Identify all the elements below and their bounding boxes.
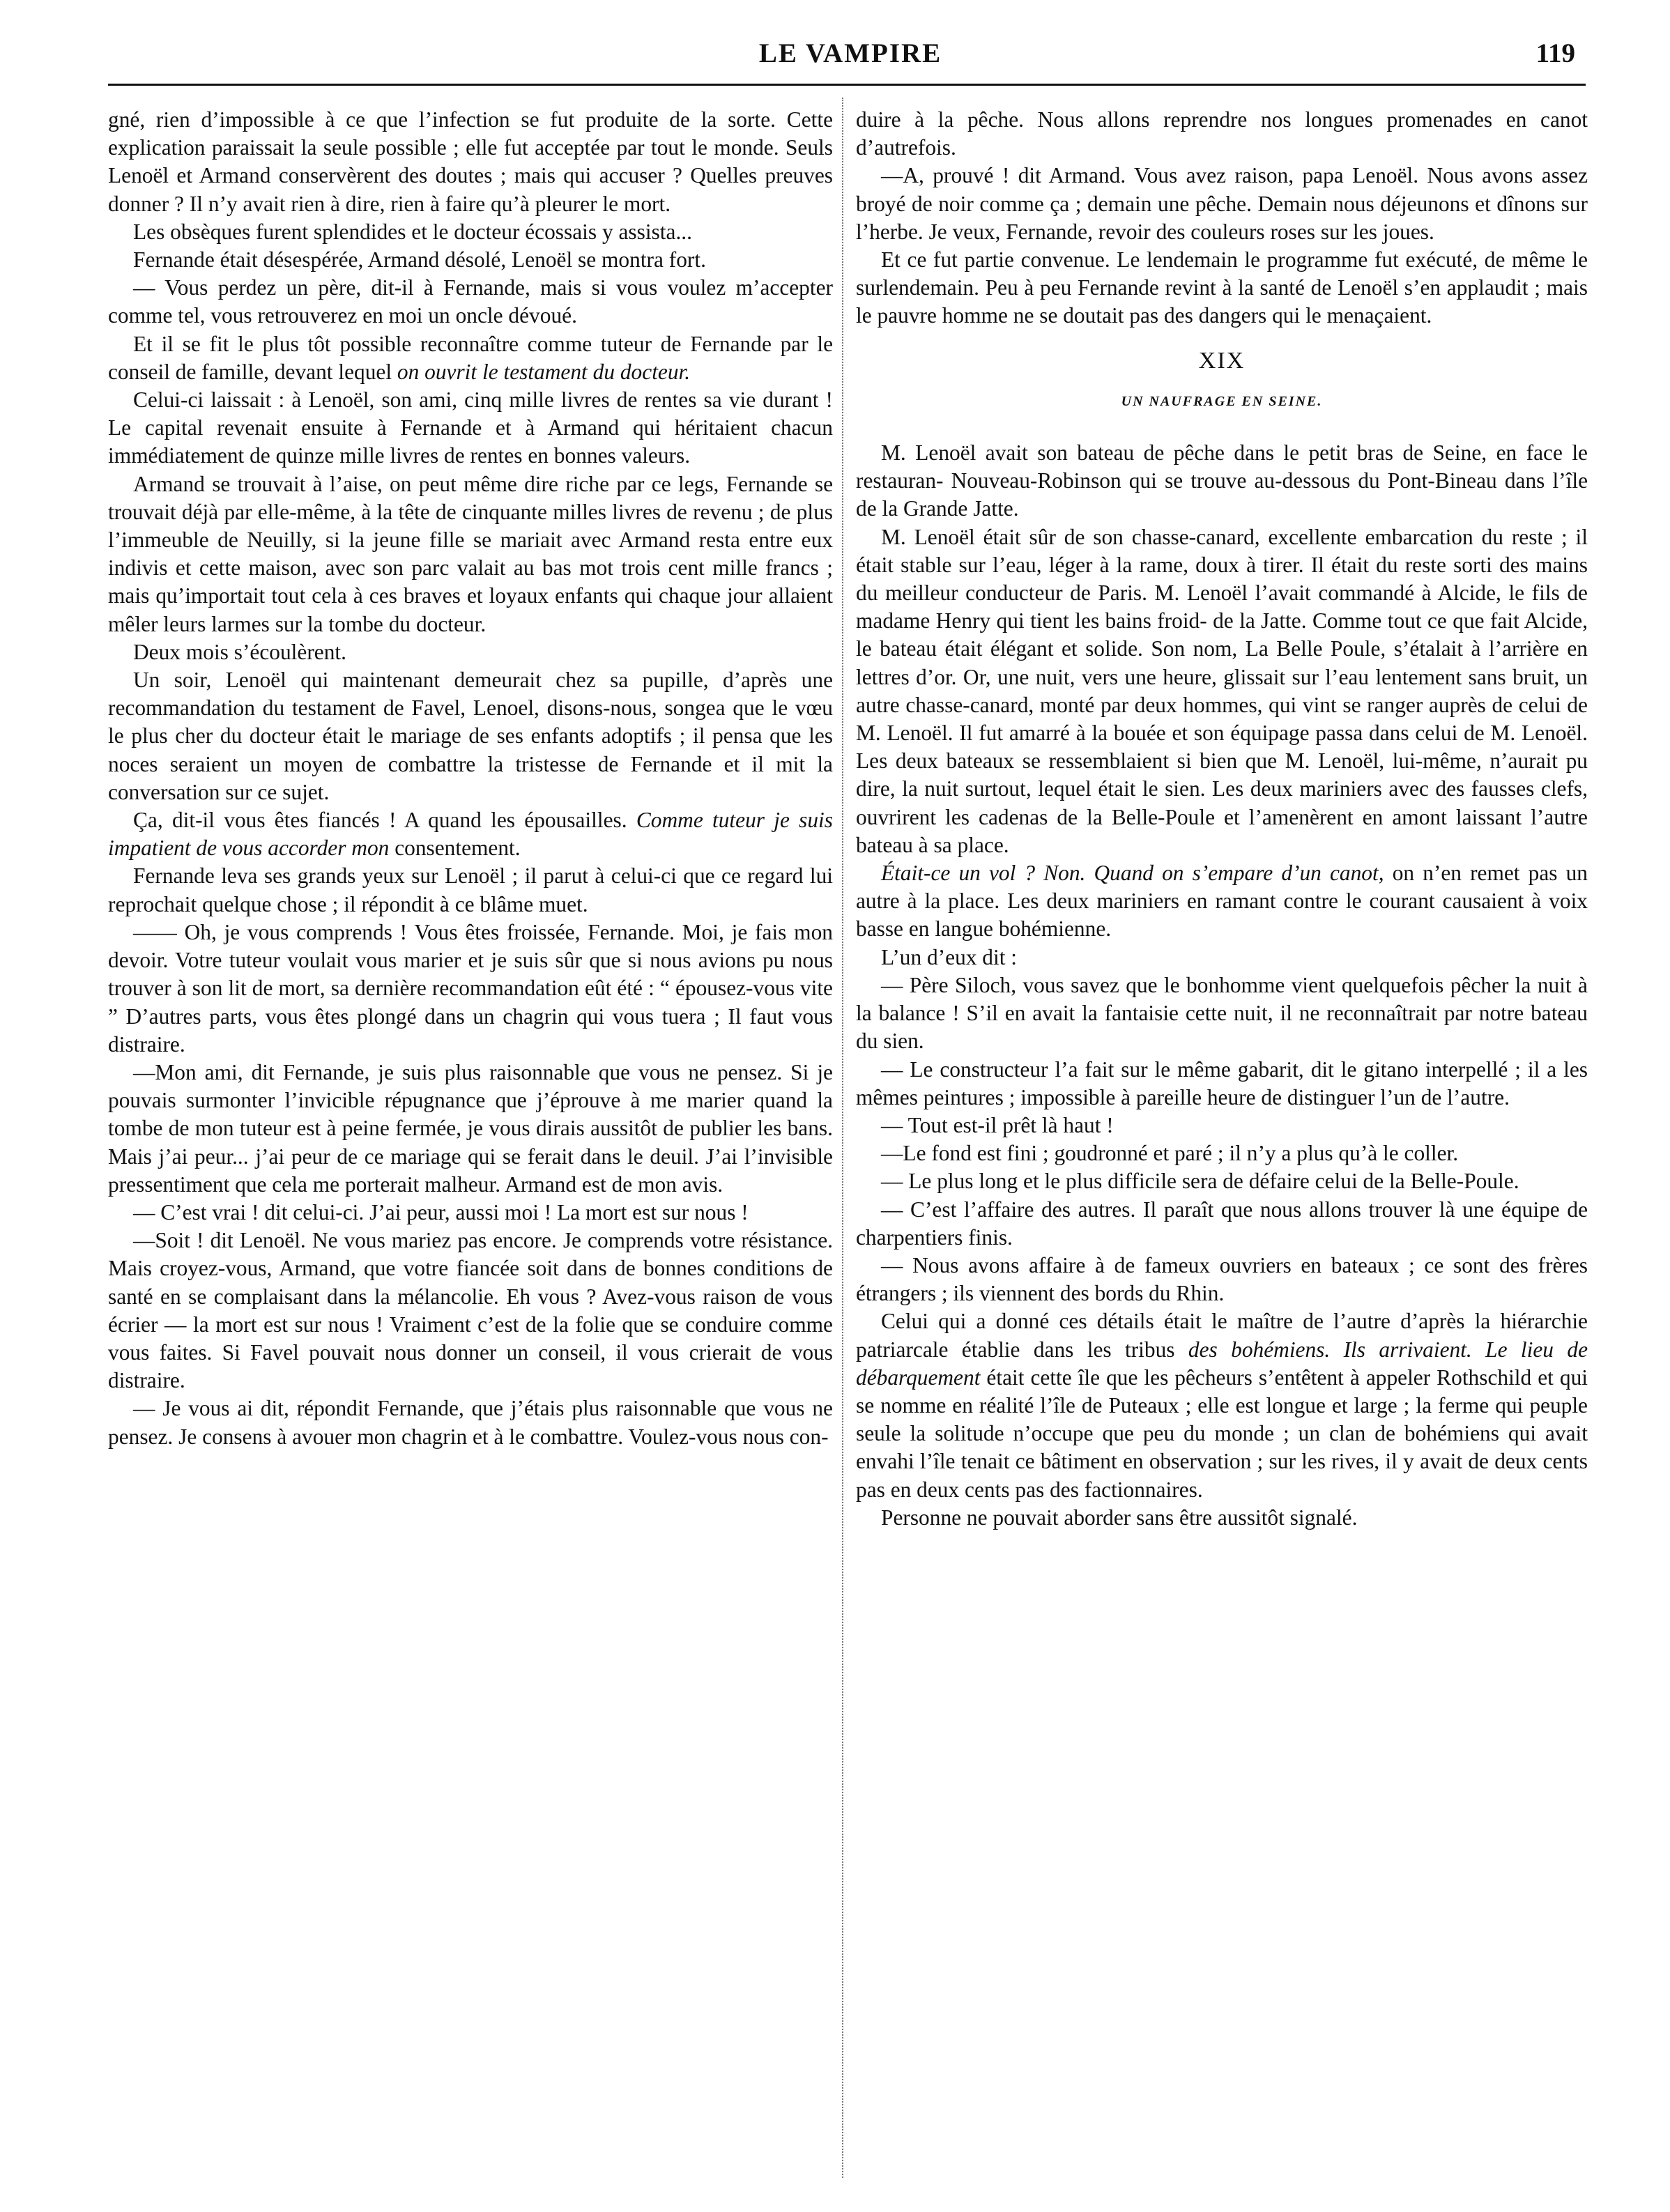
italic-run: Était-ce un vol ? Non. Quand on s’empare d’un canot, — [881, 861, 1384, 886]
text-run: était cette île que les pêcheurs s’entêtent à appeler Rothschild et qui se nomme en réalité l’île de Puteaux ; elle est longue et large ; la ferme qui peuple seule la solitude n’occupe que peu du monde ; un clan de bohémiens qui avait envahi l’île tenait ce bâtiment en observation ; sur les rives, il y avait de deux cents pas en deux cents pas des factionnaires. — [856, 1365, 1588, 1502]
left-column — [108, 106, 833, 2169]
paragraph: Personne ne pouvait aborder sans être aussitôt signalé. — [881, 1505, 1358, 1530]
paragraph: —Mon ami, dit Fernande, je suis plus raisonnable que vous ne pensez. Si je pouvais surmonter l’invicible répugnance que j’éprouve à me marier quand la tombe de mon tuteur est à peine fermée, je vous dirais aussitôt de publier les bans. Mais j’ai peur... j’ai peur de ce mariage qui se ferait dans le deuil. J’ai l’invisible pressentiment que cela me porterait malheur. Armand est de mon avis. — [108, 1059, 833, 1197]
header-rule — [108, 84, 1586, 86]
chapter-number: XIX — [1198, 347, 1246, 374]
paragraph: — Le plus long et le plus difficile sera de défaire celui de la Belle-Poule. — [881, 1169, 1519, 1194]
paragraph: —Le fond est fini ; goudronné et paré ; il n’y a plus qu’à le coller. — [881, 1141, 1459, 1166]
page-header — [112, 35, 1589, 77]
paragraph: —Soit ! dit Lenoël. Ne vous mariez pas encore. Je comprends votre résistance. Mais croyez-vous, Armand, que votre fiancée soit dans de bonnes conditions de santé en se complaisant dans la mélancolie. Eh vous ? Avez-vous raison de vous écrier — la mort est sur nous ! Vraiment c’est de la folie que se conduire comme vous faites. Si Favel pouvait nous donner un conseil, il vous crierait de vous distraire. — [108, 1228, 833, 1393]
column-divider — [842, 98, 843, 2178]
paragraph: duire à la pêche. Nous allons reprendre nos longues promenades en canot d’autrefois. — [856, 107, 1588, 160]
paragraph: — C’est vrai ! dit celui-ci. J’ai peur, aussi moi ! La mort est sur nous ! — [133, 1199, 749, 1224]
paragraph: Celui-ci laissait : à Lenoël, son ami, cinq mille livres de rentes sa vie durant ! Le capital revenait ensuite à Fernande et à Armand qui héritaient chacun immédiatement de quinze mille livres de rentes en bonnes valeurs. — [108, 387, 833, 468]
paragraph: Fernande leva ses grands yeux sur Lenoël ; il parut à celui-ci que ce regard lui reprochait quelque chose ; il répondit à ce blâme muet. — [108, 863, 833, 916]
running-title: LE VAMPIRE — [758, 38, 942, 68]
paragraph: Les obsèques furent splendides et le docteur écossais y assista... — [133, 219, 692, 244]
paragraph: gné, rien d’impossible à ce que l’infection se fut produite de la sorte. Cette explication paraissait la seule possible ; elle fut acceptée par tout le monde. Seuls Lenoël et Armand conservèrent des doutes ; mais qui accuser ? Quelles preuves donner ? Il n’y avait rien à dire, rien à faire qu’à pleurer le mort. — [108, 107, 833, 216]
paragraph: Fernande était désespérée, Armand désolé, Lenoël se montra fort. — [133, 247, 706, 272]
paragraph: — Le constructeur l’a fait sur le même gabarit, dit le gitano interpellé ; il a les mêmes peintures ; impossible à pareille heure de distinguer l’un de l’autre. — [856, 1057, 1588, 1109]
right-column — [856, 106, 1588, 2015]
paragraph: Et ce fut partie convenue. Le lendemain le programme fut exécuté, de même le surlendemain. Peu à peu Fernande revint à la santé de Lenoël s’en applaudit ; mais le pauvre homme ne se doutait pas des dangers qui le menaçaient. — [856, 247, 1588, 328]
paragraph: M. Lenoël était sûr de son chasse-canard, excellente embarcation du reste ; il était stable sur l’eau, léger à la rame, doux à tirer. Il était du reste sorti des mains du meilleur conducteur de Paris. M. Lenoël l’avait commandé à Alcide, le fils de madame Henry qui tient les bains froid- de la Jatte. Comme tout ce que fait Alcide, le bateau était élégant et solide. Son nom, La Belle Poule, s’étalait à l’arrière en lettres d’or. Or, une nuit, vers une heure, glissait sur l’eau lentement sans bruit, un autre chasse-canard, monté par deux hommes, qui vint se ranger auprès de celui de M. Lenoël. Il fut amarré à la bouée et son équipage passa dans celui de M. Lenoël. Les deux bateaux se ressemblaient si bien que M. Lenoël, lui-même, n’aurait pu dire, la nuit surtout, lequel était le sien. Les deux mariniers avec des fausses clefs, ouvrirent les cadenas de la Belle-Poule et l’amenèrent en amont laissant l’autre bateau à sa place. — [856, 524, 1588, 857]
paragraph: — Vous perdez un père, dit-il à Fernande, mais si vous voulez m’accepter comme tel, vous retrouverez en moi un oncle dévoué. — [108, 275, 833, 328]
paragraph: L’un d’eux dit : — [881, 944, 1018, 969]
paragraph: — Nous avons affaire à de fameux ouvriers en bateaux ; ce sont des frères étrangers ; ils viennent des bords du Rhin. — [856, 1252, 1588, 1306]
paragraph: — Je vous ai dit, répondit Fernande, que j’étais plus raisonnable que vous ne pensez. Je consens à avouer mon chagrin et à le combattre. Voulez-vous nous con- — [108, 1396, 833, 1449]
italic-run: des bohémiens. Ils arrivaient. Le lieu de débarquement — [856, 1337, 1588, 1390]
paragraph — [856, 1307, 1588, 1503]
chapter-title: UN NAUFRAGE EN SEINE. — [1121, 393, 1323, 409]
paragraph — [108, 806, 833, 862]
paragraph: M. Lenoël avait son bateau de pêche dans le petit bras de Seine, en face le restauran- Nouveau-Robinson qui se trouve au-dessous du Pont-Bineau dans l’île de la Grande Jatte. — [856, 440, 1588, 521]
italic-run: on ouvrit le testament du docteur. — [397, 359, 691, 384]
text-run: Et il se fit le plus tôt possible reconnaître comme tuteur de Fernande par le conseil de famille, devant lequel — [108, 331, 833, 384]
paragraph — [856, 859, 1588, 944]
text-run: on n’en remet pas un autre à la place. Les deux mariniers en ramant contre le courant causaient à voix basse en langue bohémienne. — [856, 861, 1588, 942]
paragraph: — Tout est-il prêt là haut ! — [881, 1112, 1114, 1137]
text-run: consentement. — [389, 836, 521, 861]
paragraph: —— Oh, je vous comprends ! Vous êtes froissée, Fernande. Moi, je fais mon devoir. Votre tuteur voulait vous marier et je suis sûr que si nous avions pu nous trouver à son lit de mort, sa dernière recommandation eût été : “ épousez-vous vite ” D’autres parts, vous êtes plongé dans un chagrin qui vous tuera ; Il faut vous distraire. — [108, 919, 833, 1057]
paragraph: —A, prouvé ! dit Armand. Vous avez raison, papa Lenoël. Nous avons assez broyé de noir comme ça ; demain une pêche. Demain nous déjeunons et dînons sur l’herbe. Je veux, Fernande, revoir des couleurs roses sur les joues. — [856, 163, 1588, 244]
paragraph: Un soir, Lenoël qui maintenant demeurait chez sa pupille, d’après une recommandation du testament de Favel, Lenoel, disons-nous, songea que le vœu le plus cher du docteur était le mariage de ses enfants adoptifs ; il pensa que les noces seraient un moyen de combattre la tristesse de Fernande et il mit la conversation sur ce sujet. — [108, 668, 833, 804]
page-number: 119 — [1535, 38, 1575, 68]
paragraph: Deux mois s’écoulèrent. — [133, 639, 346, 664]
text-run: Celui qui a donné ces détails était le maître de l’autre d’après la hiérarchie patriarcale établie dans les tribus — [856, 1309, 1588, 1362]
italic-run: Comme tuteur je suis impatient de vous accorder mon — [108, 808, 833, 861]
paragraph — [108, 330, 833, 386]
paragraph: Armand se trouvait à l’aise, on peut même dire riche par ce legs, Fernande se trouvait déjà par elle-même, à la tête de cinquante milles livres de revenu ; de plus l’immeuble de Neuilly, si la jeune fille se mariait avec Armand resta entre eux indivis et cette maison, avec son parc valait au bas mot trois cent mille francs ; mais qu’importait tout cela à ces braves et loyaux enfants qui chaque jour allaient mêler leurs larmes sur la tombe du docteur. — [108, 471, 833, 636]
text-run: Ça, dit-il vous êtes fiancés ! A quand les épousailles. — [133, 808, 636, 833]
paragraph: — C’est l’affaire des autres. Il paraît que nous allons trouver là une équipe de charpentiers finis. — [856, 1197, 1588, 1250]
paragraph: — Père Siloch, vous savez que le bonhomme vient quelquefois pêcher la nuit à la balance ! S’il en avait la fantaisie cette nuit, il ne reconnaîtrait par notre bateau du sien. — [856, 972, 1588, 1054]
